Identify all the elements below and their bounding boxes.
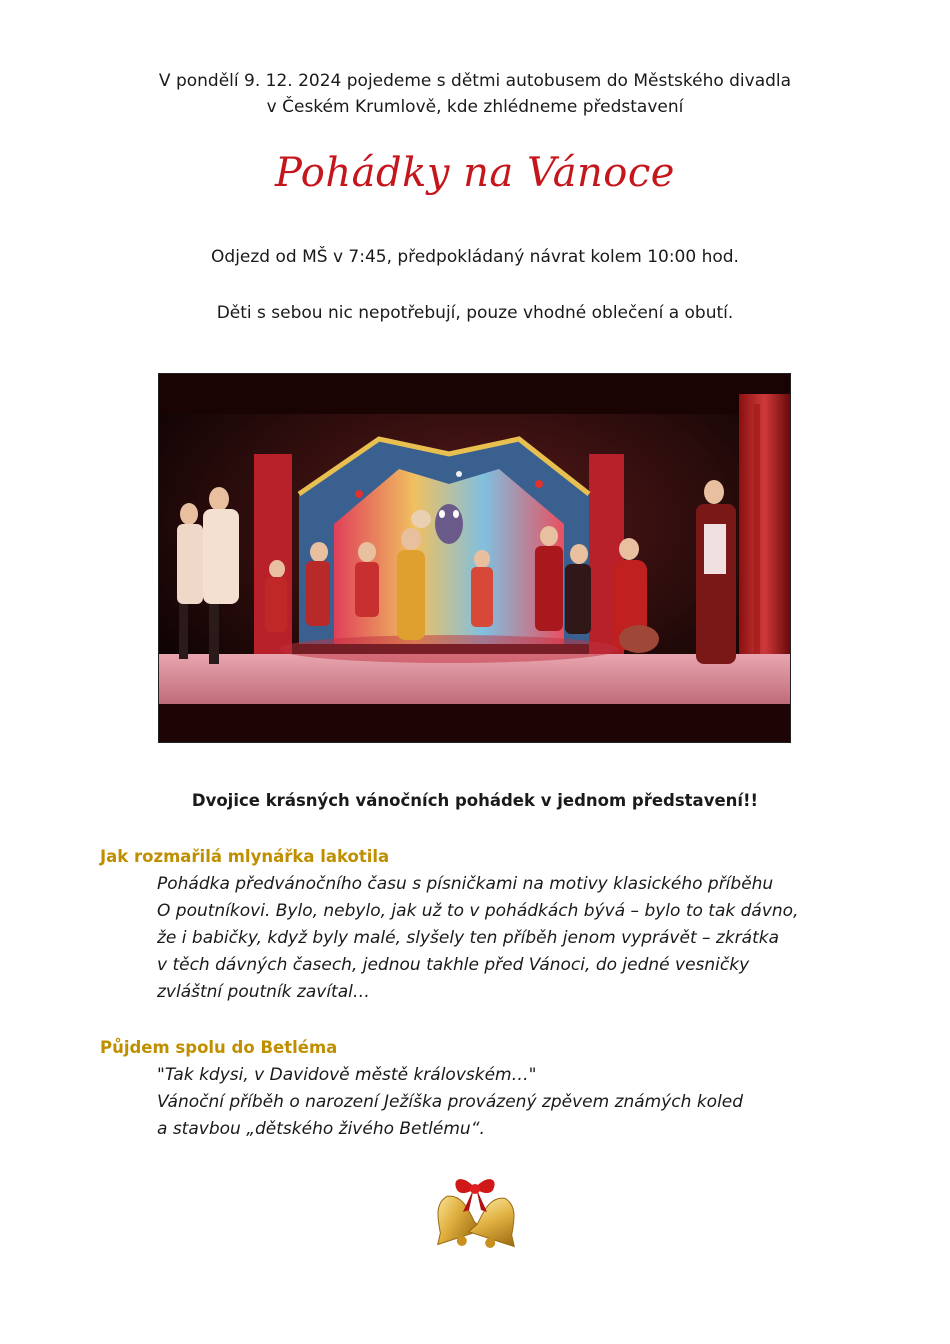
tagline: Dvojice krásných vánočních pohádek v jednom představení!! — [191, 791, 759, 810]
story-2-line: Vánoční příběh o narození Ježíška provázený zpěvem známých koled — [157, 1092, 744, 1112]
story-1-line: že i babičky, když byly malé, slyšely ten příběh jenom vyprávět – zkrátka — [157, 928, 780, 948]
intro-text — [0, 68, 950, 120]
story-1-line: v těch dávných časech, jednou takhle před Vánoci, do jedné vesničky — [157, 955, 750, 975]
intro-line-2: v Českém Krumlově, kde zhlédneme představení — [266, 97, 684, 117]
story-2-line: a stavbou „dětského živého Betlému“. — [157, 1119, 485, 1139]
story-1-line: zvláštní poutník zavítal… — [157, 982, 370, 1002]
intro-line-1: V pondělí 9. 12. 2024 pojedeme s dětmi autobusem do Městského divadla — [158, 71, 792, 91]
stage-photo — [158, 373, 791, 743]
story-2-line: "Tak kdysi, v Davidově městě královském…" — [157, 1065, 537, 1085]
story-2-title: Půjdem spolu do Betléma — [100, 1038, 338, 1057]
story-1-title: Jak rozmařilá mlynářka lakotila — [100, 847, 390, 866]
story-2-text — [157, 1062, 857, 1143]
story-1-text — [157, 871, 857, 1006]
story-1-line: O poutníkovi. Bylo, nebylo, jak už to v pohádkách bývá – bylo to tak dávno, — [157, 901, 799, 921]
christmas-bells-icon — [415, 1170, 535, 1260]
story-1-line: Pohádka předvánočního času s písničkami na motivy klasického příběhu — [157, 874, 774, 894]
departure-info: Odjezd od MŠ v 7:45, předpokládaný návrat kolem 10:00 hod. — [211, 247, 739, 267]
clothing-note: Děti s sebou nic nepotřebují, pouze vhodné oblečení a obutí. — [216, 303, 734, 323]
show-title: Pohádky na Vánoce — [275, 150, 675, 196]
